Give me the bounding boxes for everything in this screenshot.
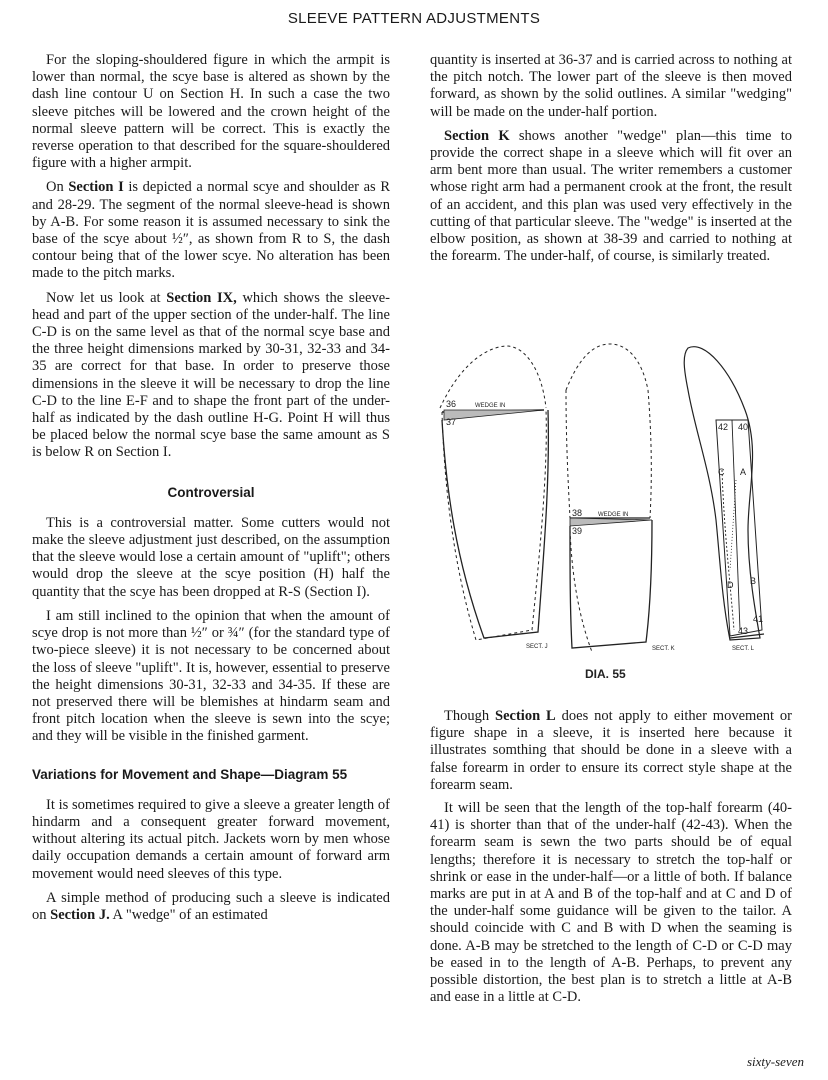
section-j-figure bbox=[440, 346, 548, 640]
diagram-labels bbox=[446, 399, 763, 681]
paragraph: It will be seen that the length of the top-half forearm (40-41) is shorter than that of the under-half (42-43). When the forearm seam is sewn the two parts should be of equal lengths; therefore it is necessary to stretch the top-half or shrink or ease in the under-half—or a little of both. If balance marks are put in at A and B of the top-half and at C and D of the under-half some guidance will be given to the tailor. A should coincide with C and B with D when the seaming is done. A-B may be stretched to the length of C-D or C-D may be eased in to the length of A-B. Perhaps, to prevent any possible distortion, the best plan is to stretch a little at A-B and ease in a little at C-D. bbox=[430, 800, 792, 1006]
label-wedge-k: WEDGE IN bbox=[598, 512, 629, 518]
section-ref: Section J. bbox=[50, 906, 110, 923]
label-D: D bbox=[727, 580, 734, 590]
label-sect-l: SECT. L bbox=[732, 646, 755, 652]
text-run: A "wedge" of an estimated bbox=[109, 906, 268, 923]
left-column bbox=[32, 52, 390, 931]
label-C: C bbox=[718, 467, 725, 477]
label-sect-k: SECT. K bbox=[652, 646, 675, 652]
diagram-caption: DIA. 55 bbox=[585, 667, 626, 681]
label-wedge-j: WEDGE IN bbox=[475, 403, 506, 409]
paragraph bbox=[32, 890, 390, 924]
page-number: sixty-seven bbox=[746, 1054, 804, 1069]
paragraph: For the sloping-shouldered figure in which the armpit is lower than normal, the scye base is altered as shown by the dash line contour U on Section H. In such a case the two sleeve pitches will be lowered and the crown height of the normal sleeve pattern will be correct. This is exactly the reverse operation to that described for the square-shouldered figure with a higher armpit. bbox=[32, 52, 390, 172]
label-38: 38 bbox=[572, 508, 583, 518]
text-run: Though bbox=[444, 708, 496, 724]
label-36: 36 bbox=[446, 399, 457, 409]
diagram-55 bbox=[430, 330, 792, 700]
label-43: 43 bbox=[738, 626, 749, 636]
paragraph: This is a controversial matter. Some cutters would not make the sleeve adjustment just described, on the assumption that the sleeve would lose a certain amount of "uplift"; others would drop the sleeve at the scye position (H) half the quantity that the scye has been dropped at R-S (Section I). bbox=[32, 514, 390, 600]
section-ref: Section IX, bbox=[166, 289, 237, 306]
label-B: B bbox=[750, 576, 757, 586]
label-42: 42 bbox=[718, 422, 729, 432]
text-run: A simple method of producing such a sleeve is indicated on bbox=[32, 889, 390, 923]
text-run: is depicted a normal scye and shoulder as R and 28-29. The segment of the normal sleeve-head is shown by A-B. For some reason it is assumed necessary to sink the base of the scye about ½″, as shown from R to S, the dash contour being that of the lower scye. No alteration has been made to the pitch marks. bbox=[32, 179, 390, 282]
right-column-lower bbox=[430, 708, 792, 1012]
section-ref: Section K bbox=[444, 127, 510, 144]
text-run: Now let us look at bbox=[46, 289, 167, 306]
label-39: 39 bbox=[572, 526, 583, 536]
section-l-figure bbox=[684, 347, 764, 640]
label-41: 41 bbox=[753, 614, 764, 624]
page-header: SLEEVE PATTERN ADJUSTMENTS bbox=[287, 10, 541, 27]
sleeve-diagram-svg bbox=[430, 330, 792, 700]
paragraph: I am still inclined to the opinion that when the amount of scye drop is not more than ½″ or ¾″ (for the standard type of two-piece sleeve) it is not necessary to be concerned about the loss of sleeve "uplift". It is, however, essential to preserve the height dimensions 30-31, 32-33 and 34-35. If these are not preserved there will be blemishes at hindarm seam and front pitch location when the sleeve is sewn into the scye; and they will be visible in the finished garment. bbox=[32, 607, 390, 745]
label-37: 37 bbox=[446, 417, 457, 427]
subheading: Controversial bbox=[167, 484, 255, 500]
paragraph bbox=[430, 708, 792, 794]
paragraph bbox=[32, 179, 390, 282]
paragraph bbox=[430, 128, 792, 266]
text-run: which shows the sleeve-head and part of the upper section of the under-half. The line C-D is on the same level as that of the normal scye base and the three height dimensions marked by 30-31, 32-33 and 34-35 are correct for that base. In order to preserve those dimensions in the sleeve it will be necessary to drop the line C-D to the line E-F and to shape the front part of the under-half as indicated by the dash outline H-G. Point H will thus be placed below the normal scye base the same amount as S is below R on Section I. bbox=[32, 289, 390, 461]
paragraph: quantity is inserted at 36-37 and is carried across to nothing at the pitch notch. The lower part of the sleeve is then moved forward, as shown by the solid outlines. A similar "wedging" will be made on the under-half portion. bbox=[430, 52, 792, 120]
paragraph bbox=[32, 290, 390, 462]
text-run: shows another "wedge" plan—this time to provide the correct shape in a sleeve which will fit over an arm bent more than usual. The writer remembers a customer whose right arm had a permanent crook at the front, the result of an accident, and this plan was used very effectively in the cutting of that particular sleeve. The "wedge" is inserted at the elbow position, as shown at 38-39 and carried to nothing at the forearm. The under-half, of course, is similarly treated. bbox=[430, 127, 792, 265]
paragraph: It is sometimes required to give a sleeve a greater length of hindarm and a consequent greater forward movement, without altering its actual pitch. Jackets worn by men whose daily occupation demands a certain amount of forward arm movement would need sleeves of this type. bbox=[32, 796, 390, 882]
section-heading: Variations for Movement and Shape—Diagram 55 bbox=[32, 766, 348, 782]
text-run: On bbox=[46, 179, 69, 196]
section-ref: Section I bbox=[68, 179, 124, 196]
label-sect-j: SECT. J bbox=[526, 644, 548, 650]
label-A: A bbox=[740, 467, 747, 477]
text-run: does not apply to either movement or figure shape in a sleeve, it is inserted here because it illustrates somthing that should be done in a sleeve with a false forearm in order to ensure its correct style shape at the forearm seam. bbox=[430, 708, 793, 793]
section-k-figure bbox=[566, 344, 652, 652]
section-ref: Section L bbox=[495, 708, 556, 724]
label-40: 40 bbox=[738, 422, 749, 432]
right-column bbox=[430, 52, 792, 272]
